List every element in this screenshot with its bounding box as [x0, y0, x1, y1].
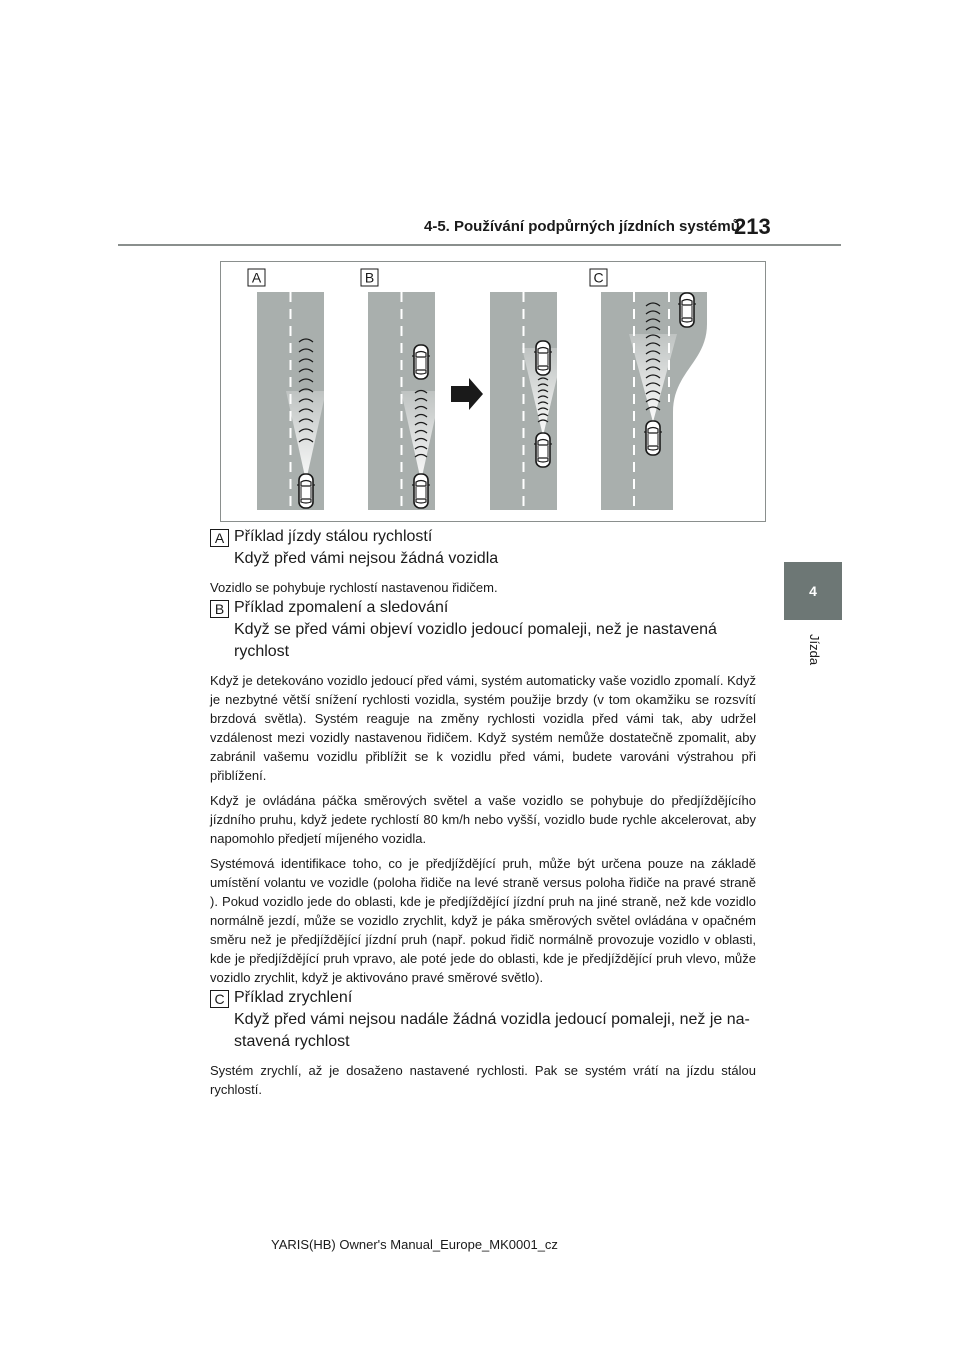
item-b-paragraph-1: Když je detekováno vozidlo jedoucí před vámi, systém automaticky vaše vozidlo zpomalí. Když je nezbytné větší snížení rychlosti vozidla, systém použije brzdy (v tom okamžiku se rozsvítí brzdová světla). Systém reaguje na změny rychlosti vozidla před vámi tak, aby udržel vzdálenost mezi vozidly nastavenou řidičem. Když systém nemůže dostatečně zpomalit, aby zabránil vašemu vozidlu přiblížit se k vozidlu před vámi, budete varováni výstrahou při přiblížení. [210, 673, 756, 783]
item-a [210, 526, 756, 597]
item-b-paragraph-3: Systémová identifikace toho, co je předjíždějící pruh, může být určena pouze na základě umístění volantu ve vozidle (poloha řidiče na levé straně versus poloha řidiče na pravé straně ). Pokud vozidlo jede do oblasti, kde je předjíždějící jízdní pruh na jiné straně, než kde vozidlo normálně jezdí, může se vozidlo zrychlit, když je páka směrových světel ovládána v opačném směru než je předjíždějící jízdní pruh (např. pokud řidič normálně provozuje vozidlo v oblasti, kde je předjíždějící pruh vpravo, ale poté jede do oblasti, kde je předjíždějící pruh vlevo, může vozidlo zrychlit, když je aktivováno pravé směrové světlo). [210, 856, 756, 985]
item-a-subtitle: Když před vámi nejsou žádná vozidla [234, 550, 499, 567]
merging-car-c [678, 293, 696, 327]
figure-label-a-text: A [251, 269, 262, 286]
item-c-subtitle-line1: Když před vámi nejsou nadále žádná vozidla jedoucí pomaleji, než je na- [234, 1011, 750, 1028]
chapter-tab[interactable] [784, 562, 842, 620]
item-c-paragraph: Systém zrychlí, až je dosaženo nastavené rychlosti. Pak se systém vrátí na jízdu stálou rychlostí. [210, 1063, 756, 1097]
road-a [257, 292, 326, 510]
item-b-subtitle-line1: Když se před vámi objeví vozidlo jedoucí pomaleji, než je nastavená [234, 621, 717, 638]
item-c-subtitle-line2: stavená rychlost [234, 1033, 350, 1050]
item-c [210, 987, 756, 1099]
footer-text: YARIS(HB) Owner's Manual_Europe_MK0001_cz [271, 1237, 558, 1252]
content [210, 526, 756, 1099]
road-b [368, 292, 441, 510]
item-b-paragraph-2: Když je ovládána páčka směrových světel a vaše vozidlo se pohybuje do předjíždějícího jízdního pruhu, když jedete rychlostí 80 km/h nebo vyšší, vozidlo bude rychle akcelerovat, aby napomohlo předjetí míjeného vozidla. [210, 793, 756, 846]
figure-label-c [590, 269, 607, 286]
item-a-paragraph: Vozidlo se pohybuje rychlostí nastavenou řidičem. [210, 580, 498, 595]
item-b-letter: B [210, 600, 229, 618]
item-b-heading [210, 597, 756, 663]
acc-diagram [221, 262, 767, 523]
chapter-name: Jízda [807, 634, 822, 666]
item-a-title: Příklad jízdy stálou rychlostí [234, 528, 433, 545]
own-car-b-after [534, 433, 552, 467]
acc-illustration [220, 261, 766, 522]
figure-label-b [361, 269, 378, 286]
section-title: 4-5. Používání podpůrných jízdních systémů [424, 218, 740, 235]
lead-car-b-after [534, 341, 552, 375]
figure-label-c-text: C [593, 269, 604, 286]
own-car-a [297, 474, 315, 508]
item-c-heading [210, 987, 756, 1053]
chapter-number: 4 [809, 583, 817, 599]
road-c [601, 292, 707, 510]
own-car-b [412, 474, 430, 508]
item-a-heading [210, 526, 756, 570]
item-b-subtitle-line2: rychlost [234, 643, 290, 660]
page-number: 213 [734, 214, 771, 239]
item-b [210, 597, 756, 987]
figure-label-b-text: B [364, 269, 375, 286]
own-car-c [644, 421, 662, 455]
item-b-title: Příklad zpomalení a sledování [234, 599, 449, 616]
lead-car-b [412, 345, 430, 379]
item-c-title: Příklad zrychlení [234, 989, 353, 1006]
transition-arrow [451, 378, 483, 410]
item-a-letter: A [210, 529, 229, 547]
figure-label-a [248, 269, 265, 286]
road-b-after [490, 292, 564, 510]
item-c-letter: C [210, 990, 229, 1008]
header-divider [118, 244, 841, 246]
